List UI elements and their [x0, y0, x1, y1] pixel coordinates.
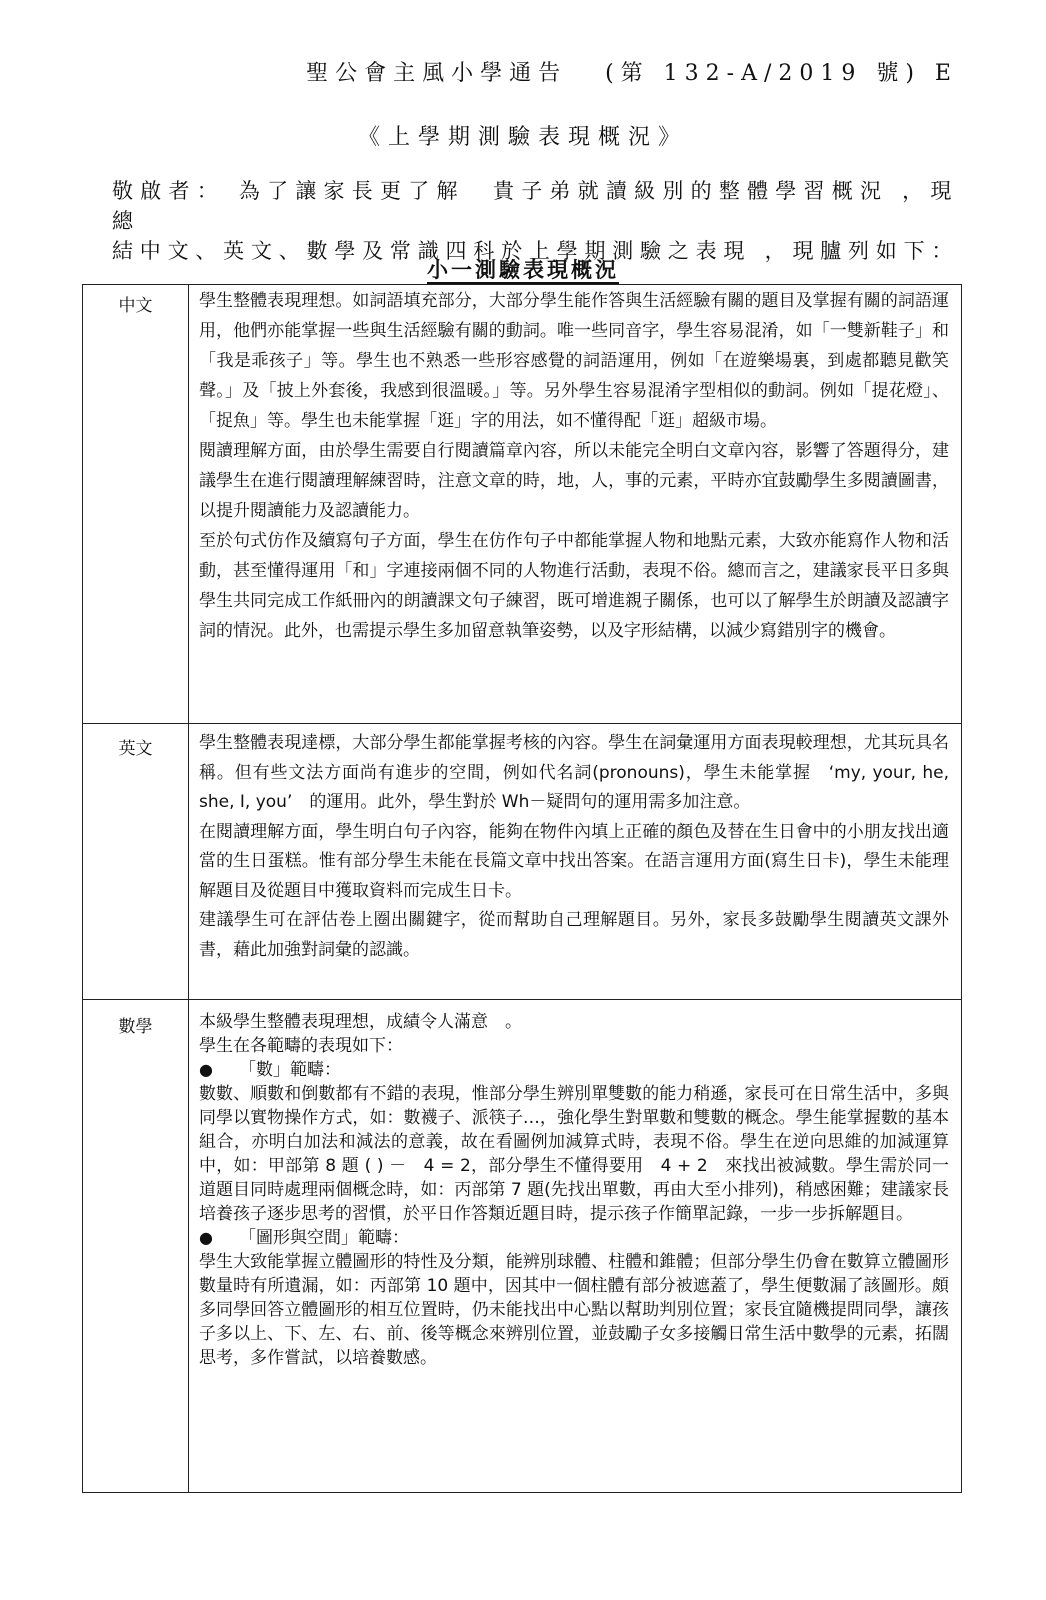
table-title-text: 小一測驗表現概況	[427, 258, 619, 282]
content-cell	[189, 1000, 962, 1493]
intro-line-1: 敬啟者： 為了讓家長更了解 貴子弟就讀級別的整體學習概況 ，現總	[112, 179, 958, 233]
results-table	[82, 284, 962, 1493]
english-paragraph-2: 在閱讀理解方面，學生明白句子內容，能夠在物件內填上正確的顏色及替在生日會中的小朋友找出適當的生日蛋糕。惟有部分學生未能在長篇文章中找出答案。在語言運用方面(寫生日卡)，學生未能理解題目及從題目中獲取資料而完成生日卡。	[199, 821, 949, 901]
chinese-paragraph-1: 學生整體表現理想。如詞語填充部分，大部分學生能作答與生活經驗有關的題目及掌握有關的詞語運用，他們亦能掌握一些與生活經驗有關的動詞。唯一些同音字，學生容易混淆，如「一雙新鞋子」和「我是乖孩子」等。學生也不熟悉一些形容感覺的詞語運用，例如「在遊樂場裏，到處都聽見歡笑聲。」及「披上外套後，我感到很溫暖。」等。另外學生容易混淆字型相似的動詞。例如「提花燈」、「捉魚」等。學生也未能掌握「逛」字的用法，如不懂得配「逛」超級市場。	[199, 291, 949, 431]
subject-cell: 中文	[83, 285, 189, 724]
bullet-heading: 「圖形與空間」範疇：	[239, 1228, 409, 1248]
english-paragraph-3: 建議學生可在評估卷上圈出關鍵字，從而幫助自己理解題目。另外，家長多鼓勵學生閱讀英文課外書，藉此加強對詞彙的認識。	[199, 910, 949, 960]
bullet-text: 學生大致能掌握立體圖形的特性及分類，能辨別球體、柱體和錐體；但部分學生仍會在數算立體圖形數量時有所遺漏，如：丙部第 10 題中，因其中一個柱體有部分被遮蓋了，學生便數漏了該圖形。頗多同學回答立體圖形的相互位置時，仍未能找出中心點以幫助判別位置；家長宜隨機提問同學，讓孩子多以上、下、左、右、前、後等概念來辨別位置，並鼓勵子女多接觸日常生活中數學的元素，拓闊思考，多作嘗試，以培養數感。	[199, 1252, 949, 1368]
table-row-english	[83, 724, 962, 1000]
school-name: 聖公會主風小學通告	[306, 61, 568, 86]
bullet-heading: 「數」範疇：	[239, 1060, 341, 1080]
table-title	[0, 254, 1046, 284]
notice-header	[306, 56, 958, 87]
bullet-dot-icon: ●	[199, 1060, 213, 1079]
notice-number: (第 132-A/2019 號) E	[605, 61, 958, 86]
bullet-item	[199, 1058, 949, 1082]
bullet-item	[199, 1226, 949, 1250]
table-row-chinese	[83, 285, 962, 724]
subject-cell: 英文	[83, 724, 189, 1000]
table-row-math	[83, 1000, 962, 1493]
document-title: 《上學期測驗表現概況》	[357, 125, 688, 150]
chinese-paragraph-3: 至於句式仿作及續寫句子方面，學生在仿作句子中都能掌握人物和地點元素，大致亦能寫作人物和活動，甚至懂得運用「和」字連接兩個不同的人物進行活動，表現不俗。總而言之，建議家長平日多與學生共同完成工作紙冊內的朗讀課文句子練習，既可增進親子關係，也可以了解學生於朗讀及認讀字詞的情況。此外，也需提示學生多加留意執筆姿勢，以及字形結構，以減少寫錯別字的機會。	[199, 531, 949, 641]
english-paragraph-1: 學生整體表現達標，大部分學生都能掌握考核的內容。學生在詞彙運用方面表現較理想，尤其玩具名稱。但有些文法方面尚有進步的空間，例如代名詞(pronouns)，學生未能掌握 ‘my, your, he, she, I, you’ 的運用。此外，學生對於 Wh－疑問句的運用需多加注意。	[199, 733, 949, 812]
intro-line-2: 結中文、英文、數學及常識四科於上學期測驗之表現 ，現臚列如下：	[112, 239, 958, 263]
content-cell	[189, 724, 962, 1000]
content-cell	[189, 285, 962, 724]
subject-cell: 數學	[83, 1000, 189, 1493]
bullet-dot-icon: ●	[199, 1228, 213, 1247]
bullet-text: 數數、順數和倒數都有不錯的表現，惟部分學生辨別單雙數的能力稍遜，家長可在日常生活中，多與同學以實物操作方式，如：數襪子、派筷子…，強化學生對單數和雙數的概念。學生能掌握數的基本組合，亦明白加法和減法的意義，故在看圖例加減算式時，表現不俗。學生在逆向思維的加減運算中，如：甲部第 8 題 ( ) － 4 = 2，部分學生不懂得要用 4 + 2 來找出被減數。學生需於同一道題目同時處理兩個概念時，如：丙部第 7 題(先找出單數，再由大至小排列)，稍感困難；建議家長培養孩子逐步思考的習慣，於平日作答類近題目時，提示孩子作簡單記錄，一步一步拆解題目。	[199, 1084, 949, 1224]
math-intro-1: 本級學生整體表現理想，成績令人滿意 。	[199, 1012, 522, 1032]
math-intro-2: 學生在各範疇的表現如下：	[199, 1036, 403, 1056]
intro-paragraph	[112, 176, 958, 266]
chinese-paragraph-2: 閱讀理解方面，由於學生需要自行閱讀篇章內容，所以未能完全明白文章內容，影響了答題得分，建議學生在進行閱讀理解練習時，注意文章的時，地，人，事的元素，平時亦宜鼓勵學生多閱讀圖書，以提升閱讀能力及認讀能力。	[199, 441, 949, 521]
